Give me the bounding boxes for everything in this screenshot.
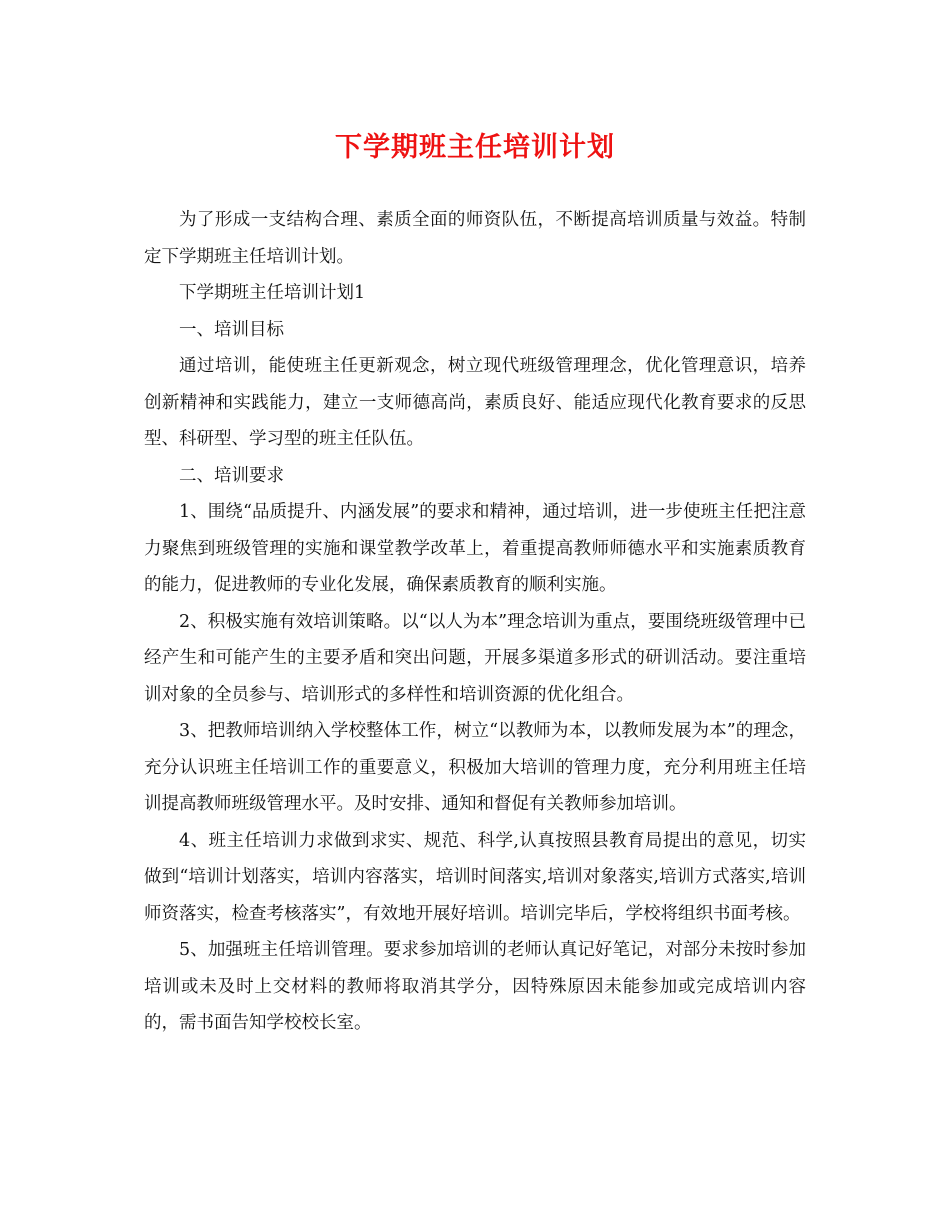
intro-paragraph: 为了形成一支结构合理、素质全面的师资队伍，不断提高培训质量与效益。特制定下学期班主任培训计划。 bbox=[144, 210, 806, 267]
requirement-item-2: 2、积极实施有效培训策略。以“以人为本”理念培训为重点，要围绕班级管理中已经产生和可能产生的主要矛盾和突出问题，开展多渠道多形式的研训活动。要注重培训对象的全员参与、培训形式的多样性和培训资源的优化组合。 bbox=[144, 611, 806, 705]
requirement-item-4: 4、班主任培训力求做到求实、规范、科学,认真按照县教育局提出的意见，切实做到“培训计划落实，培训内容落实，培训时间落实,培训对象落实,培训方式落实,培训师资落实，检查考核落实”，有效地开展好培训。培训完毕后，学校将组织书面考核。 bbox=[144, 830, 806, 924]
requirement-item-1: 1、围绕“品质提升、内涵发展”的要求和精神，通过培训，进一步使班主任把注意力聚焦到班级管理的实施和课堂教学改革上，着重提高教师师德水平和实施素质教育的能力，促进教师的专业化发展，确保素质教育的顺利实施。 bbox=[144, 502, 806, 595]
document-title: 下学期班主任培训计划 bbox=[335, 132, 615, 163]
goals-paragraph: 通过培训，能使班主任更新观念，树立现代班级管理理念，优化管理意识，培养创新精神和实践能力，建立一支师德高尚，素质良好、能适应现代化教育要求的反思型、科研型、学习型的班主任队伍。 bbox=[144, 356, 806, 449]
section-heading-requirements: 二、培训要求 bbox=[179, 465, 284, 486]
section-heading-goals: 一、培训目标 bbox=[179, 319, 284, 340]
requirement-item-5: 5、加强班主任培训管理。要求参加培训的老师认真记好笔记，对部分未按时参加培训或未及时上交材料的教师将取消其学分，因特殊原因未能参加或完成培训内容的，需书面告知学校校长室。 bbox=[144, 940, 806, 1033]
requirement-item-3: 3、把教师培训纳入学校整体工作，树立“以教师为本，以教师发展为本”的理念，充分认识班主任培训工作的重要意义，积极加大培训的管理力度，充分利用班主任培训提高教师班级管理水平。及时安排、通知和督促有关教师参加培训。 bbox=[144, 721, 806, 814]
document-body bbox=[144, 202, 806, 1042]
plan-subtitle: 下学期班主任培训计划1 bbox=[179, 283, 366, 303]
